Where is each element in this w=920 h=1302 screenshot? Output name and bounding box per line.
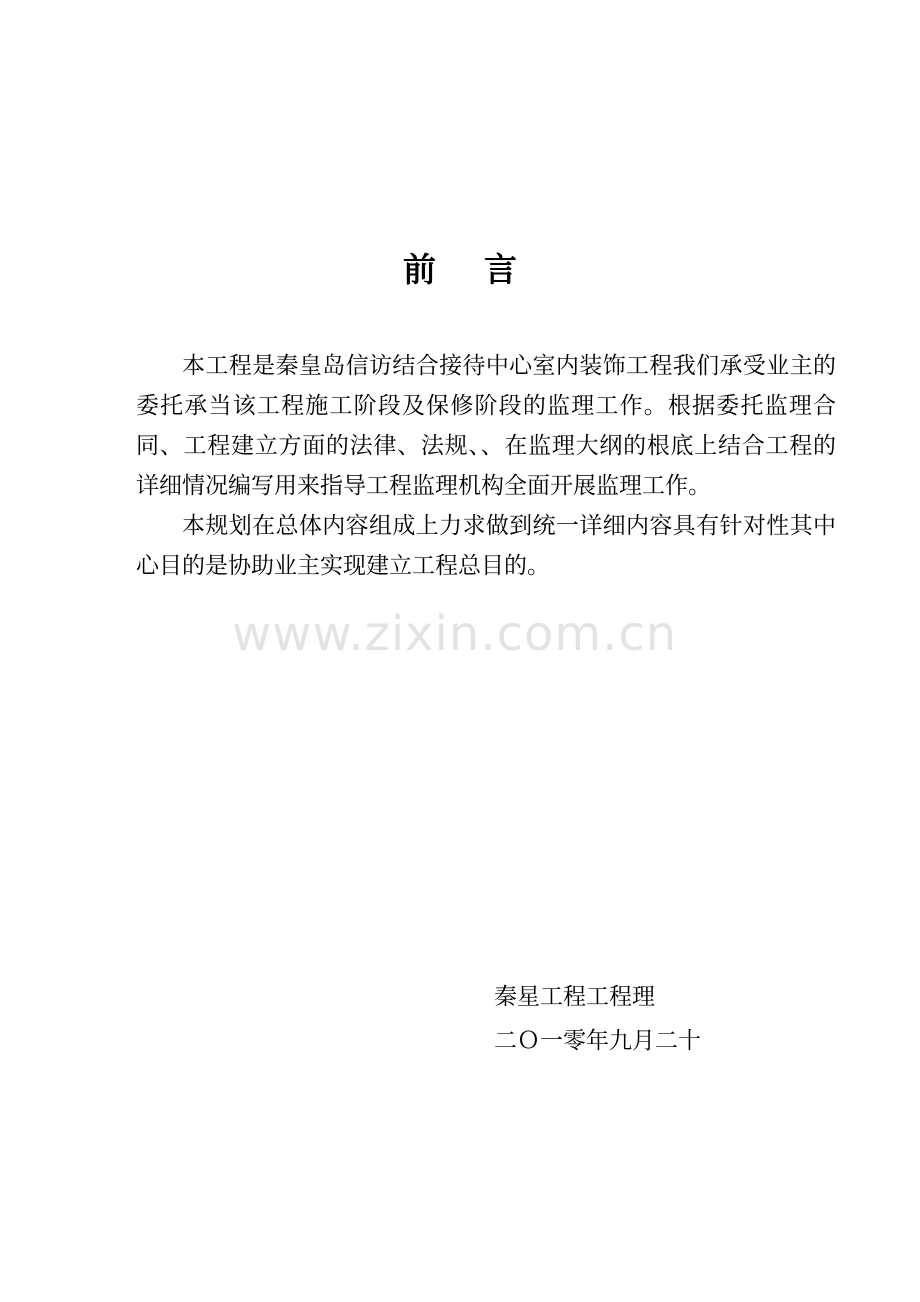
document-body [136,346,836,586]
paragraph-2: 本规划在总体内容组成上力求做到统一详细内容具有针对性其中心目的是协助业主实现建立工程总目的。 [136,513,836,579]
signature-organization: 秦星工程工程理 [494,984,655,1010]
signature-block [494,975,701,1063]
paragraph-1: 本工程是秦皇岛信访结合接待中心室内装饰工程我们承受业主的委托承当该工程施工阶段及保修阶段的监理工作。根据委托监理合同、工程建立方面的法律、法规、、在监理大纲的根底上结合工程的详细情况编写用来指导工程监理机构全面开展监理工作。 [136,353,836,499]
signature-date: 二Ｏ一零年九月二十 [494,1028,701,1054]
watermark: www.zixin.com.cn [232,606,678,662]
document-title: 前言 [403,250,565,289]
